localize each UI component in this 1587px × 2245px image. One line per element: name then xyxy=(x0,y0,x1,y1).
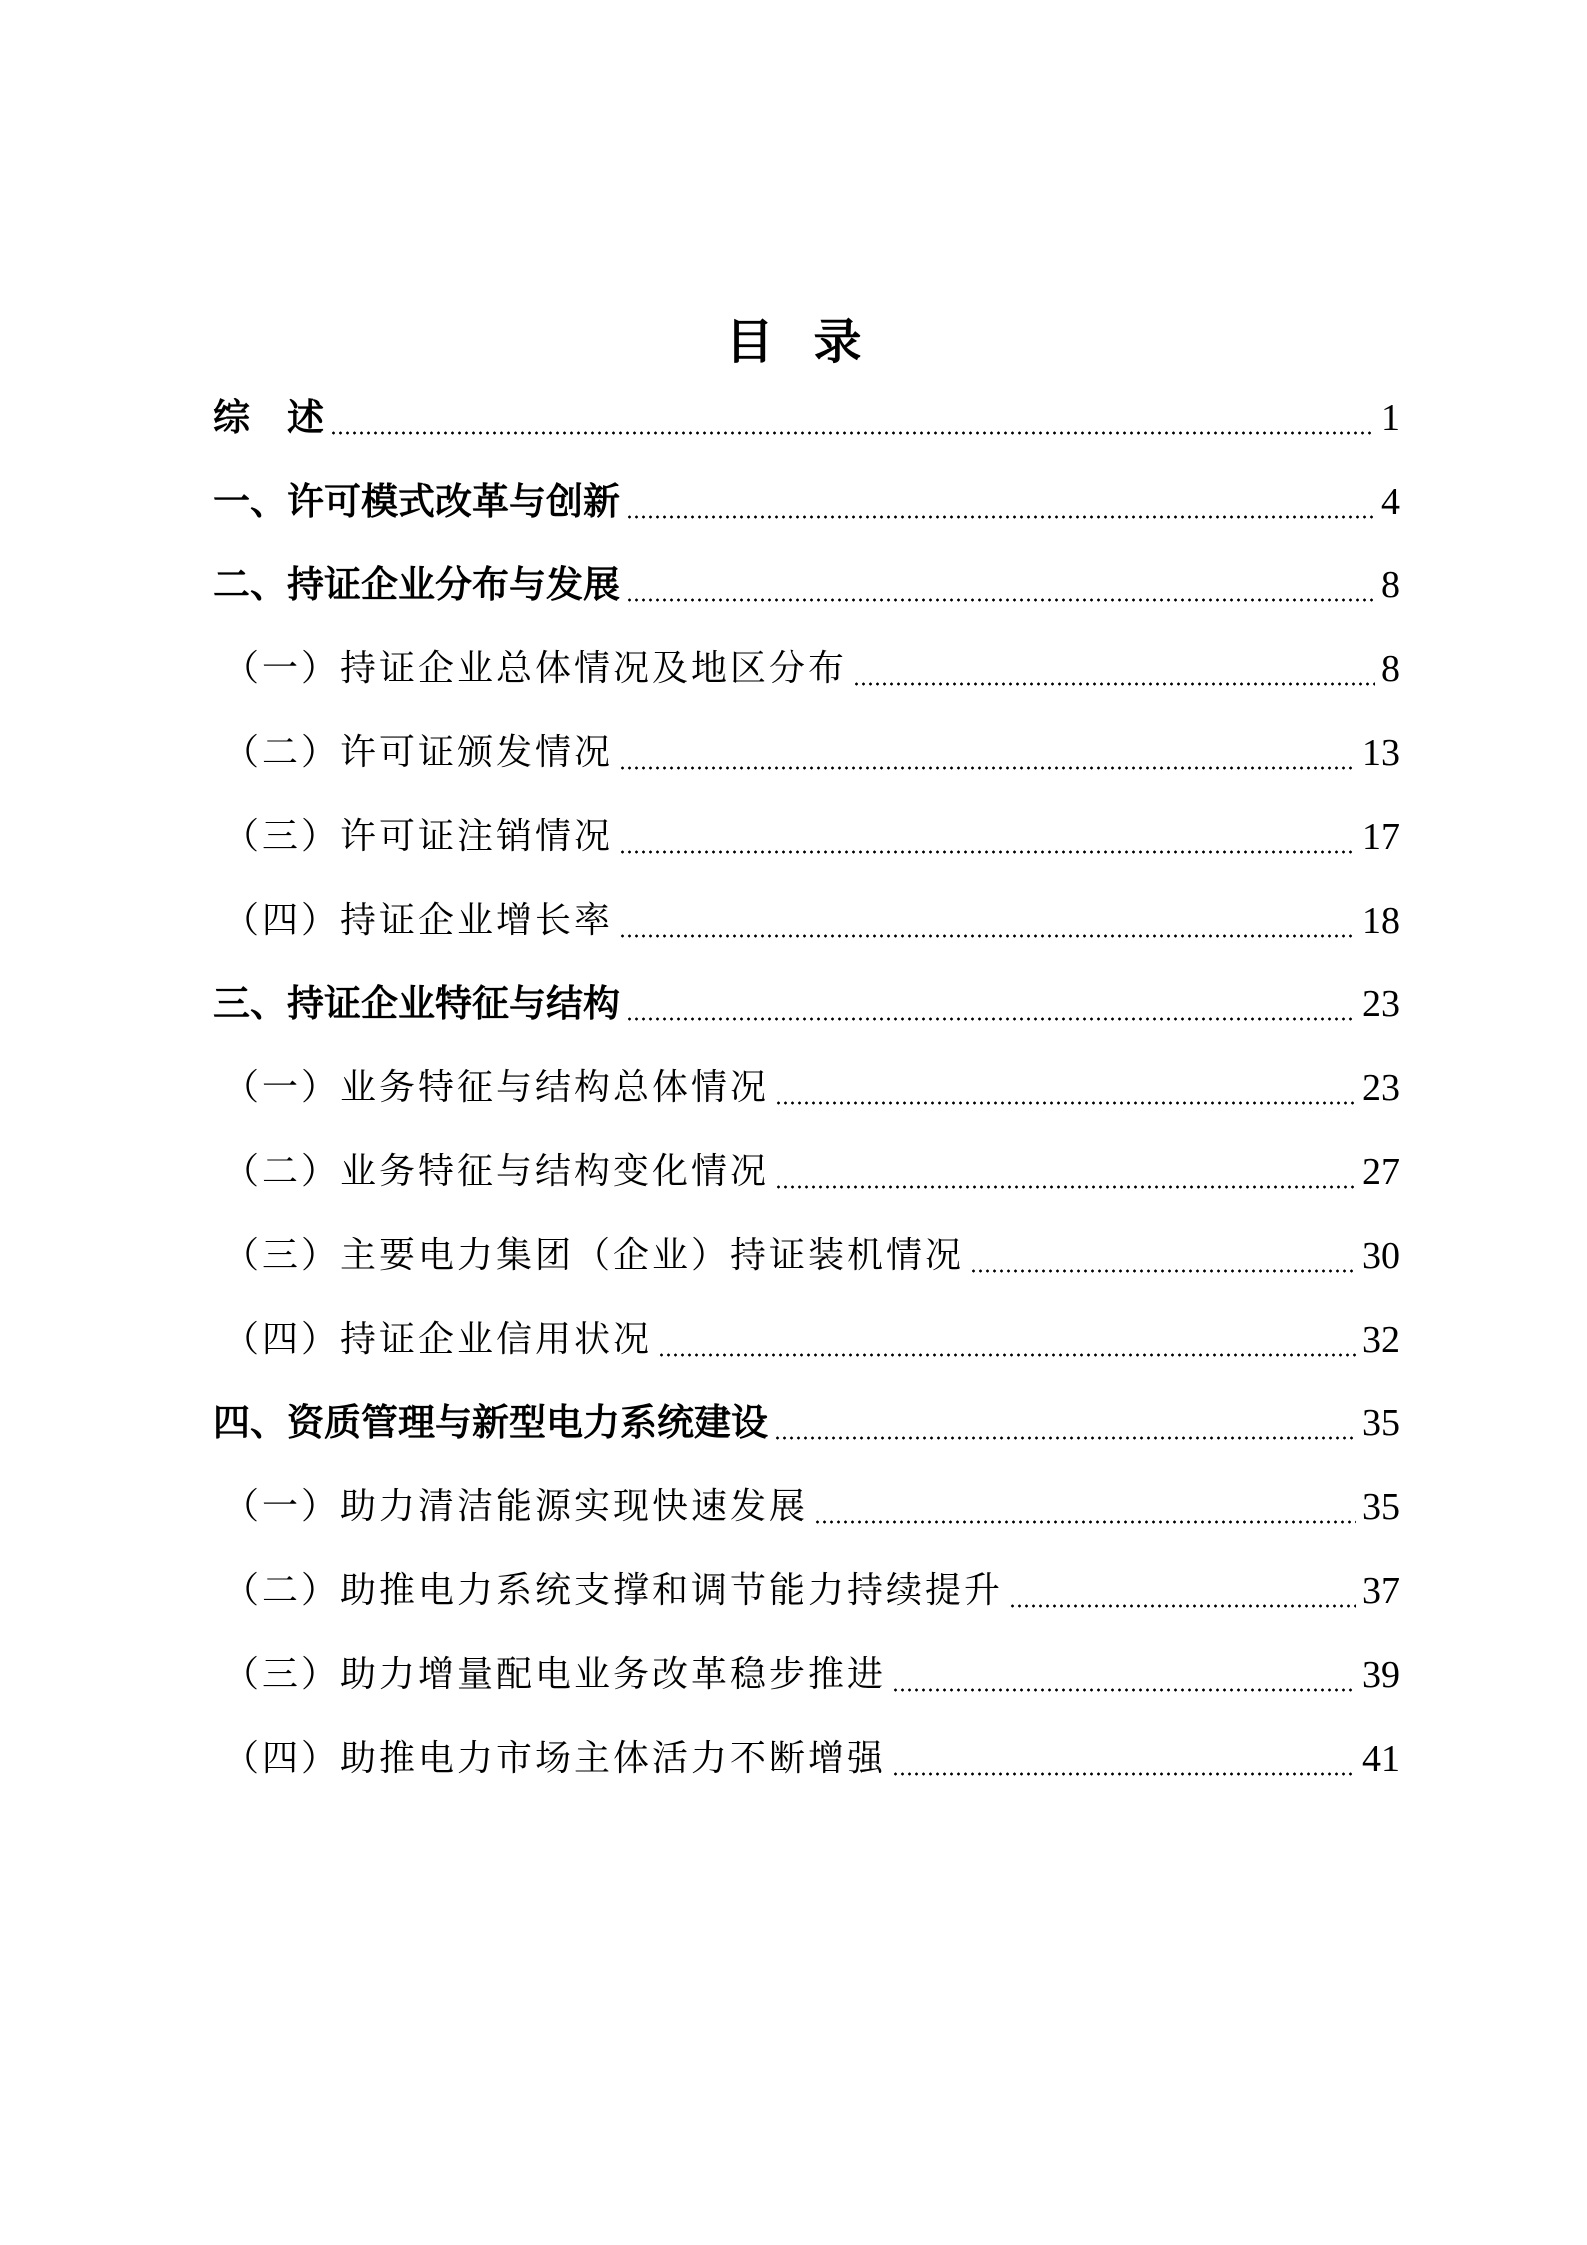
dot-leader xyxy=(658,1353,1356,1357)
toc-entry-page-number: 35 xyxy=(1362,1486,1400,1529)
toc-entry-page-number: 39 xyxy=(1362,1653,1400,1696)
toc-subsection-entry[interactable] xyxy=(213,627,1400,711)
dot-leader xyxy=(626,1017,1356,1021)
dot-leader xyxy=(619,850,1356,854)
toc-entry-page-number: 27 xyxy=(1362,1151,1400,1194)
dot-leader xyxy=(619,766,1356,770)
toc-entry-label: （二）许可证颁发情况 xyxy=(223,732,614,774)
toc-subsection-entry[interactable] xyxy=(213,795,1400,879)
toc-entry-label: 综 述 xyxy=(213,395,324,439)
toc-entry-label: （二）助推电力系统支撑和调节能力持续提升 xyxy=(223,1570,1004,1612)
dot-leader xyxy=(970,1269,1356,1273)
toc-entry-page-number: 41 xyxy=(1362,1737,1400,1780)
dot-leader xyxy=(892,1688,1356,1692)
toc-entry-label: （一）业务特征与结构总体情况 xyxy=(223,1067,770,1109)
toc-entry-label: （二）业务特征与结构变化情况 xyxy=(223,1151,770,1193)
toc-section-entry[interactable] xyxy=(213,963,1400,1047)
toc-entry-label: （四）持证企业信用状况 xyxy=(223,1318,653,1360)
toc-entry-page-number: 4 xyxy=(1381,480,1400,523)
toc-subsection-entry[interactable] xyxy=(213,1549,1400,1633)
dot-leader xyxy=(626,515,1375,519)
toc-subsection-entry[interactable] xyxy=(213,711,1400,795)
dot-leader xyxy=(330,431,1375,435)
toc-entry-page-number: 8 xyxy=(1381,564,1400,607)
toc-entry-label: （三）主要电力集团（企业）持证装机情况 xyxy=(223,1234,965,1276)
toc-subsection-entry[interactable] xyxy=(213,1633,1400,1717)
dot-leader xyxy=(775,1185,1356,1189)
toc-entry-label: （一）助力清洁能源实现快速发展 xyxy=(223,1486,809,1528)
toc-entry-page-number: 32 xyxy=(1362,1318,1400,1361)
toc-section-entry[interactable] xyxy=(213,460,1400,544)
toc-subsection-entry[interactable] xyxy=(213,1046,1400,1130)
toc-entry-page-number: 37 xyxy=(1362,1570,1400,1613)
table-of-contents xyxy=(213,376,1400,1801)
dot-leader xyxy=(814,1520,1356,1524)
toc-entry-label: 二、持证企业分布与发展 xyxy=(213,563,620,607)
toc-section-entry[interactable] xyxy=(213,1382,1400,1466)
dot-leader xyxy=(774,1436,1356,1440)
toc-entry-label: 一、许可模式改革与创新 xyxy=(213,479,620,523)
toc-subsection-entry[interactable] xyxy=(213,1717,1400,1801)
toc-subsection-entry[interactable] xyxy=(213,1214,1400,1298)
toc-entry-page-number: 35 xyxy=(1362,1402,1400,1445)
toc-entry-label: （三）助力增量配电业务改革稳步推进 xyxy=(223,1653,887,1695)
toc-entry-label: （四）持证企业增长率 xyxy=(223,899,614,941)
toc-entry-page-number: 8 xyxy=(1381,648,1400,691)
toc-entry-page-number: 13 xyxy=(1362,732,1400,775)
page-title: 目录 xyxy=(725,314,902,370)
toc-entry-label: 三、持证企业特征与结构 xyxy=(213,982,620,1026)
toc-entry-page-number: 23 xyxy=(1362,983,1400,1026)
toc-subsection-entry[interactable] xyxy=(213,1298,1400,1382)
dot-leader xyxy=(1009,1604,1356,1608)
toc-entry-page-number: 18 xyxy=(1362,899,1400,942)
toc-entry-label: （一）持证企业总体情况及地区分布 xyxy=(223,648,848,690)
toc-entry-page-number: 23 xyxy=(1362,1067,1400,1110)
dot-leader xyxy=(626,598,1375,602)
toc-entry-label: （四）助推电力市场主体活力不断增强 xyxy=(223,1737,887,1779)
toc-section-entry[interactable] xyxy=(213,376,1400,460)
toc-entry-page-number: 17 xyxy=(1362,815,1400,858)
toc-entry-page-number: 1 xyxy=(1381,396,1400,439)
toc-subsection-entry[interactable] xyxy=(213,1465,1400,1549)
dot-leader xyxy=(775,1101,1356,1105)
toc-subsection-entry[interactable] xyxy=(213,1130,1400,1214)
toc-section-entry[interactable] xyxy=(213,544,1400,628)
dot-leader xyxy=(892,1772,1356,1776)
toc-entry-label: 四、资质管理与新型电力系统建设 xyxy=(213,1401,768,1445)
toc-subsection-entry[interactable] xyxy=(213,879,1400,963)
dot-leader xyxy=(853,682,1375,686)
dot-leader xyxy=(619,934,1356,938)
toc-entry-label: （三）许可证注销情况 xyxy=(223,815,614,857)
toc-entry-page-number: 30 xyxy=(1362,1234,1400,1277)
